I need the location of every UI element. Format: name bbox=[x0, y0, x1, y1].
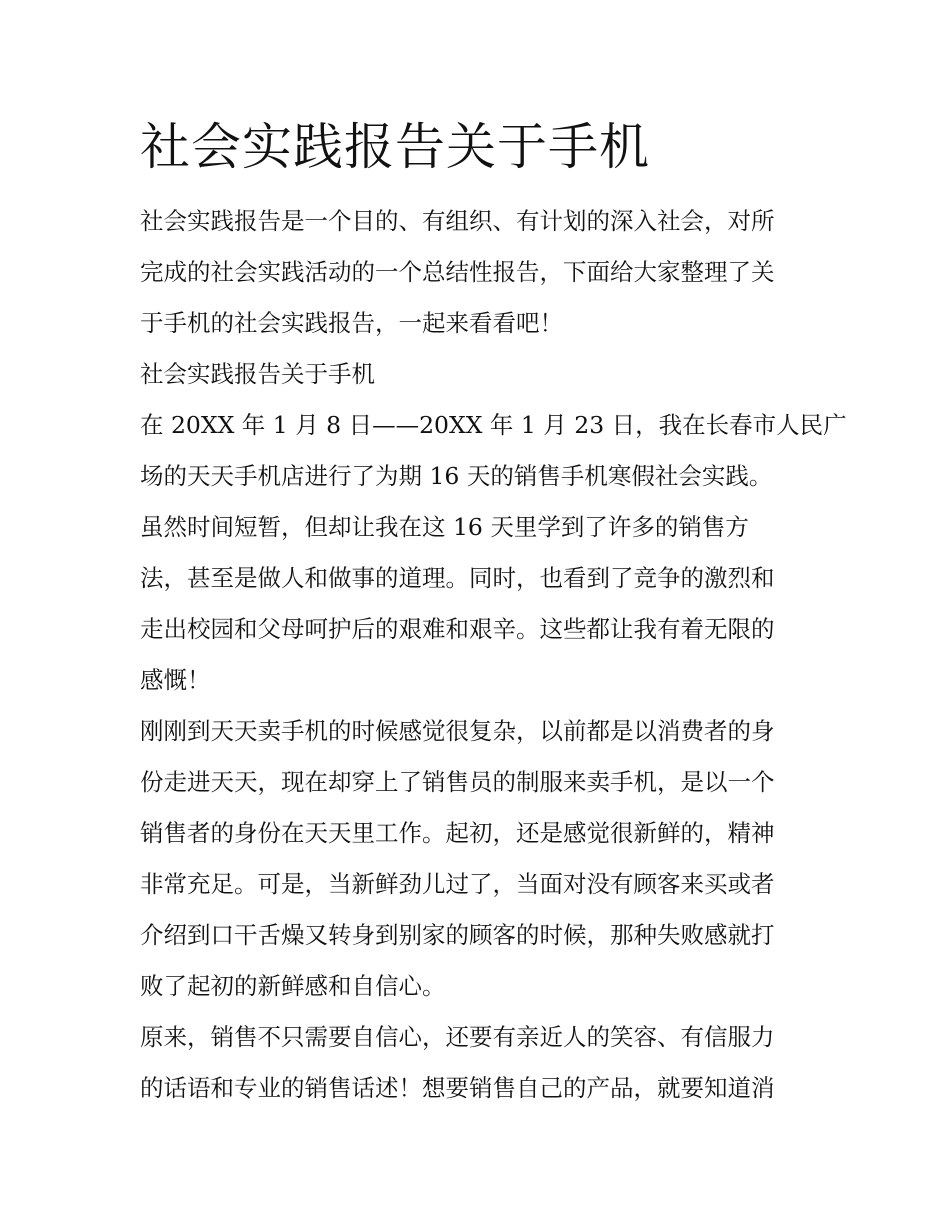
body-line: 走出校园和父母呵护后的艰难和艰辛。这些都让我有着无限的 bbox=[140, 615, 775, 643]
body-line: 刚刚到天天卖手机的时候感觉很复杂，以前都是以消费者的身 bbox=[140, 717, 775, 745]
body-line: 份走进天天，现在却穿上了销售员的制服来卖手机，是以一个 bbox=[140, 768, 775, 796]
body-line: 介绍到口干舌燥又转身到别家的顾客的时候，那种失败感就打 bbox=[140, 921, 775, 949]
body-line: 法，甚至是做人和做事的道理。同时，也看到了竞争的激烈和 bbox=[140, 564, 775, 592]
body-line: 的话语和专业的销售话述！想要销售自己的产品，就要知道消 bbox=[140, 1074, 775, 1102]
body-line: 完成的社会实践活动的一个总结性报告，下面给大家整理了关 bbox=[140, 258, 775, 286]
body-line: 原来，销售不只需要自信心，还要有亲近人的笑容、有信服力 bbox=[140, 1023, 775, 1051]
body-line: 感慨！ bbox=[140, 666, 211, 694]
body-line: 非常充足。可是，当新鲜劲儿过了，当面对没有顾客来买或者 bbox=[140, 870, 775, 898]
document-body bbox=[140, 196, 847, 1114]
document-title: 社会实践报告关于手机 bbox=[140, 118, 650, 176]
body-line: 社会实践报告是一个目的、有组织、有计划的深入社会，对所 bbox=[140, 207, 775, 235]
body-line: 虽然时间短暂，但却让我在这 16 天里学到了许多的销售方 bbox=[140, 513, 749, 541]
body-line: 败了起初的新鲜感和自信心。 bbox=[140, 972, 446, 1000]
body-line: 场的天天手机店进行了为期 16 天的销售手机寒假社会实践。 bbox=[140, 462, 773, 490]
section-heading: 社会实践报告关于手机 bbox=[140, 360, 375, 388]
body-line: 销售者的身份在天天里工作。起初，还是感觉很新鲜的，精神 bbox=[140, 819, 775, 847]
body-line: 于手机的社会实践报告，一起来看看吧！ bbox=[140, 309, 563, 337]
body-line: 在 20XX 年 1 月 8 日——20XX 年 1 月 23 日，我在长春市人民广 bbox=[140, 411, 847, 439]
